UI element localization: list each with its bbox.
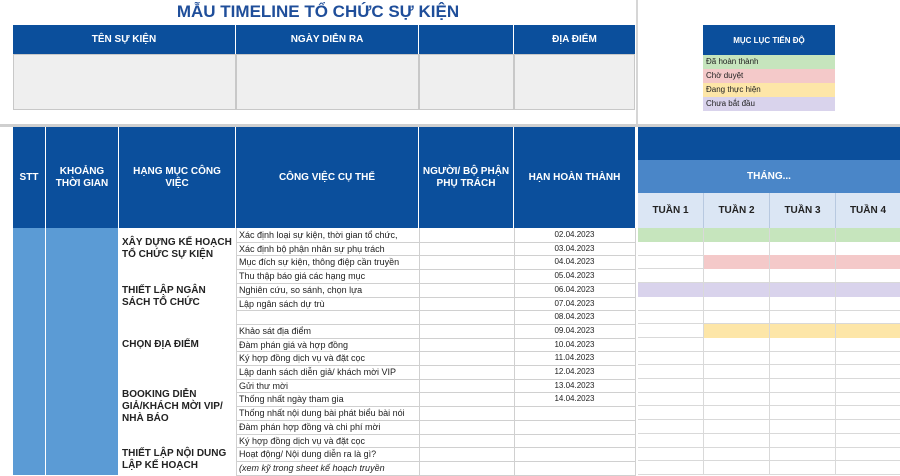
gantt-cell-week-2[interactable] <box>704 297 770 311</box>
gantt-cell-week-4[interactable] <box>836 228 900 242</box>
gantt-row <box>638 324 900 338</box>
gantt-row <box>638 447 900 461</box>
gantt-row <box>638 351 900 365</box>
deadline-cell[interactable]: 11.04.2023 <box>554 353 595 363</box>
gantt-cell-week-2[interactable] <box>704 406 770 420</box>
deadline-cell[interactable]: 10.04.2023 <box>554 339 595 349</box>
gantt-cell-week-2[interactable] <box>704 351 770 365</box>
event-date-cell[interactable] <box>236 54 419 110</box>
task-cell[interactable]: Hoạt động/ Nội dung diễn ra là gì? <box>239 449 377 460</box>
gantt-cell-week-2[interactable] <box>704 228 770 242</box>
gantt-cell-week-1[interactable] <box>638 324 704 338</box>
event-name-cell[interactable] <box>13 54 236 110</box>
category-venue: CHỌN ĐỊA ĐIỂM <box>119 325 235 365</box>
gantt-cell-week-2[interactable] <box>704 420 770 434</box>
task-cell[interactable]: Ký hợp đồng dịch vụ và đặt cọc <box>239 353 365 364</box>
gantt-cell-week-4[interactable] <box>836 447 900 461</box>
task-cell[interactable]: Lập danh sách diễn giả/ khách mời VIP <box>239 367 396 377</box>
gantt-cell-week-1[interactable] <box>638 283 704 297</box>
gantt-row <box>638 283 900 297</box>
task-cell[interactable]: Thống nhất nội dung bài phát biểu bài nói <box>239 408 405 419</box>
gantt-cell-week-2[interactable] <box>704 461 770 475</box>
week-3-label: TUẦN 3 <box>770 193 836 228</box>
event-blank-cell[interactable] <box>419 54 514 110</box>
legend-title: MỤC LỤC TIẾN ĐỘ <box>703 25 835 55</box>
gantt-cell-week-2[interactable] <box>704 283 770 297</box>
header-deadline: HẠN HOÀN THÀNH <box>514 127 636 228</box>
gantt-cell-week-2[interactable] <box>704 434 770 448</box>
gantt-cell-week-4[interactable] <box>836 406 900 420</box>
gantt-cell-week-4[interactable] <box>836 297 900 311</box>
gantt-cell-week-1[interactable] <box>638 447 704 461</box>
gantt-cell-week-3[interactable] <box>770 434 836 448</box>
header-period: KHOẢNG THỜI GIAN <box>46 127 119 228</box>
gantt-row <box>638 338 900 352</box>
gantt-cell-week-1[interactable] <box>638 392 704 406</box>
gantt-cell-week-4[interactable] <box>836 365 900 379</box>
gantt-cell-week-3[interactable] <box>770 351 836 365</box>
task-cell[interactable]: Mục đích sự kiện, thông điệp cần truyền <box>239 257 400 268</box>
gantt-cell-week-4[interactable] <box>836 269 900 283</box>
gantt-cell-week-2[interactable] <box>704 379 770 393</box>
task-cell[interactable]: Gửi thư mời <box>239 380 288 391</box>
gantt-row <box>638 434 900 448</box>
gantt-cell-week-1[interactable] <box>638 365 704 379</box>
gantt-cell-week-2[interactable] <box>704 310 770 324</box>
deadline-cell[interactable]: 05.04.2023 <box>554 271 595 281</box>
deadline-cell[interactable]: 07.04.2023 <box>554 298 595 308</box>
deadline-cell[interactable]: 08.04.2023 <box>554 312 595 322</box>
gantt-cell-week-3[interactable] <box>770 392 836 406</box>
gantt-row <box>638 392 900 406</box>
gantt-cell-week-2[interactable] <box>704 365 770 379</box>
gantt-cell-week-1[interactable] <box>638 434 704 448</box>
header-stt: STT <box>13 127 46 228</box>
header-category: HẠNG MỤC CÔNG VIỆC <box>119 127 236 228</box>
header-blank <box>419 25 514 54</box>
legend-pending: Chờ duyệt <box>703 69 835 83</box>
gantt-cell-week-1[interactable] <box>638 420 704 434</box>
gantt-row <box>638 228 900 242</box>
week-4-label: TUẦN 4 <box>849 205 887 216</box>
task-cell[interactable]: Thống nhất ngày tham gia <box>239 394 344 405</box>
gantt-cell-week-4[interactable] <box>836 338 900 352</box>
gantt-cell-week-4[interactable] <box>836 461 900 475</box>
gantt-cell-week-3[interactable] <box>770 365 836 379</box>
gantt-cell-week-1[interactable] <box>638 461 704 475</box>
gantt-weeks-row <box>638 193 900 228</box>
gantt-cell-week-3[interactable] <box>770 310 836 324</box>
header-event-name: TÊN SỰ KIỆN <box>13 25 236 54</box>
event-location-cell[interactable] <box>514 54 635 110</box>
gantt-cell-week-4[interactable] <box>836 392 900 406</box>
gantt-cell-week-4[interactable] <box>836 283 900 297</box>
gantt-cell-week-4[interactable] <box>836 324 900 338</box>
gantt-cell-week-1[interactable] <box>638 228 704 242</box>
gantt-cell-week-3[interactable] <box>770 447 836 461</box>
gantt-row <box>638 242 900 256</box>
week-2-label: TUẦN 2 <box>704 193 770 228</box>
task-cell[interactable]: Lập ngân sách dự trù <box>239 298 325 309</box>
category-budget: THIẾT LẬP NGÂN SÁCH TỔ CHỨC <box>119 270 235 324</box>
gantt-cell-week-1[interactable] <box>638 269 704 283</box>
legend-completed: Đã hoàn thành <box>703 55 835 69</box>
gantt-cell-week-4[interactable] <box>836 351 900 365</box>
gantt-cell-week-2[interactable] <box>704 324 770 338</box>
category-booking: BOOKING DIỄN GIẢ/KHÁCH MỜI VIP/ NHÀ BÁO <box>119 366 235 447</box>
deadline-cell[interactable]: 02.04.2023 <box>554 230 595 239</box>
gantt-cell-week-3[interactable] <box>770 420 836 434</box>
gantt-cell-week-3[interactable] <box>770 324 836 338</box>
gantt-row <box>638 269 900 283</box>
stt-column <box>13 228 46 475</box>
category-plan: XÂY DỰNG KẾ HOẠCH TỔ CHỨC SỰ KIỆN <box>119 229 235 269</box>
gantt-row <box>638 379 900 393</box>
gantt-cell-week-3[interactable] <box>770 228 836 242</box>
category-content: THIẾT LẬP NỘI DUNG LẬP KẾ HOẠCH <box>119 448 235 475</box>
task-cell[interactable]: Khảo sát địa điểm <box>239 325 312 336</box>
deadline-cell[interactable]: 14.04.2023 <box>554 394 595 404</box>
header-location: ĐỊA ĐIỂM <box>514 25 635 54</box>
gantt-cell-week-3[interactable] <box>770 338 836 352</box>
gantt-row <box>638 297 900 311</box>
task-cell[interactable] <box>237 310 513 324</box>
task-cell[interactable]: Ký hợp đồng dịch vụ và đặt cọc <box>239 435 365 446</box>
gantt-cell-week-2[interactable] <box>704 447 770 461</box>
gantt-cell-week-2[interactable] <box>704 392 770 406</box>
task-cell[interactable]: Đàm phán hợp đồng và chi phí mời <box>239 421 381 432</box>
gantt-cell-week-4[interactable] <box>836 434 900 448</box>
gantt-month-label: THÁNG... <box>638 160 900 193</box>
period-column <box>46 228 119 475</box>
header-task: CÔNG VIỆC CỤ THỂ <box>236 127 419 228</box>
task-cell[interactable]: Đàm phán giá và hợp đồng <box>239 339 348 350</box>
task-cell[interactable]: Nghiên cứu, so sánh, chọn lựa <box>239 284 363 295</box>
deadline-cell[interactable]: 13.04.2023 <box>554 380 595 390</box>
legend-in-progress: Đang thực hiện <box>703 83 835 97</box>
gantt-cell-week-3[interactable] <box>770 297 836 311</box>
gantt-row <box>638 461 900 475</box>
gantt-cell-week-4[interactable] <box>836 255 900 269</box>
gantt-cell-week-1[interactable] <box>638 351 704 365</box>
legend-not-started: Chưa bắt đầu <box>703 97 835 111</box>
gantt-row <box>638 420 900 434</box>
gantt-cell-week-1[interactable] <box>638 297 704 311</box>
gantt-cell-week-4[interactable] <box>836 242 900 256</box>
task-cell[interactable]: Xác định bộ phận nhân sự phụ trách <box>239 243 385 254</box>
task-cell[interactable]: (xem kỹ trong sheet kế hoạch truyền <box>239 462 385 473</box>
deadline-cell[interactable]: 06.04.2023 <box>554 284 595 294</box>
gantt-row <box>638 310 900 324</box>
gantt-cell-week-4[interactable] <box>836 379 900 393</box>
task-cell[interactable]: Xác định loại sự kiện, thời gian tổ chức, <box>239 230 398 240</box>
gantt-row <box>638 255 900 269</box>
gantt-cell-week-3[interactable] <box>770 242 836 256</box>
page-title: MẪU TIMELINE TỔ CHỨC SỰ KIỆN <box>176 2 460 21</box>
gantt-cell-week-3[interactable] <box>770 255 836 269</box>
gantt-row <box>638 406 900 420</box>
gantt-header-top <box>638 127 900 160</box>
deadline-cell[interactable]: 03.04.2023 <box>554 243 595 253</box>
gantt-cell-week-1[interactable] <box>638 379 704 393</box>
header-owner: NGƯỜI/ BỘ PHẬN PHỤ TRÁCH <box>419 127 514 228</box>
gantt-cell-week-1[interactable] <box>638 310 704 324</box>
gantt-cell-week-3[interactable] <box>770 406 836 420</box>
gantt-cell-week-1[interactable] <box>638 406 704 420</box>
week-1-label: TUẦN 1 <box>638 193 704 228</box>
gantt-cell-week-2[interactable] <box>704 242 770 256</box>
gantt-cell-week-1[interactable] <box>638 242 704 256</box>
gantt-cell-week-2[interactable] <box>704 255 770 269</box>
gantt-cell-week-2[interactable] <box>704 338 770 352</box>
header-event-date: NGÀY DIỄN RA <box>236 25 419 54</box>
gantt-cell-week-4[interactable] <box>836 420 900 434</box>
gantt-row <box>638 365 900 379</box>
gantt-cell-week-2[interactable] <box>704 269 770 283</box>
gantt-cell-week-3[interactable] <box>770 379 836 393</box>
gantt-cell-week-3[interactable] <box>770 269 836 283</box>
gantt-cell-week-3[interactable] <box>770 461 836 475</box>
deadline-cell[interactable]: 04.04.2023 <box>554 257 595 267</box>
gantt-cell-week-1[interactable] <box>638 255 704 269</box>
gantt-cell-week-4[interactable] <box>836 310 900 324</box>
deadline-cell[interactable]: 09.04.2023 <box>554 325 595 335</box>
task-cell[interactable]: Thu thập báo giá các hạng mục <box>239 271 366 282</box>
gantt-cell-week-1[interactable] <box>638 338 704 352</box>
deadline-cell[interactable]: 12.04.2023 <box>554 367 595 376</box>
gantt-cell-week-3[interactable] <box>770 283 836 297</box>
section-divider-vertical <box>636 0 638 124</box>
